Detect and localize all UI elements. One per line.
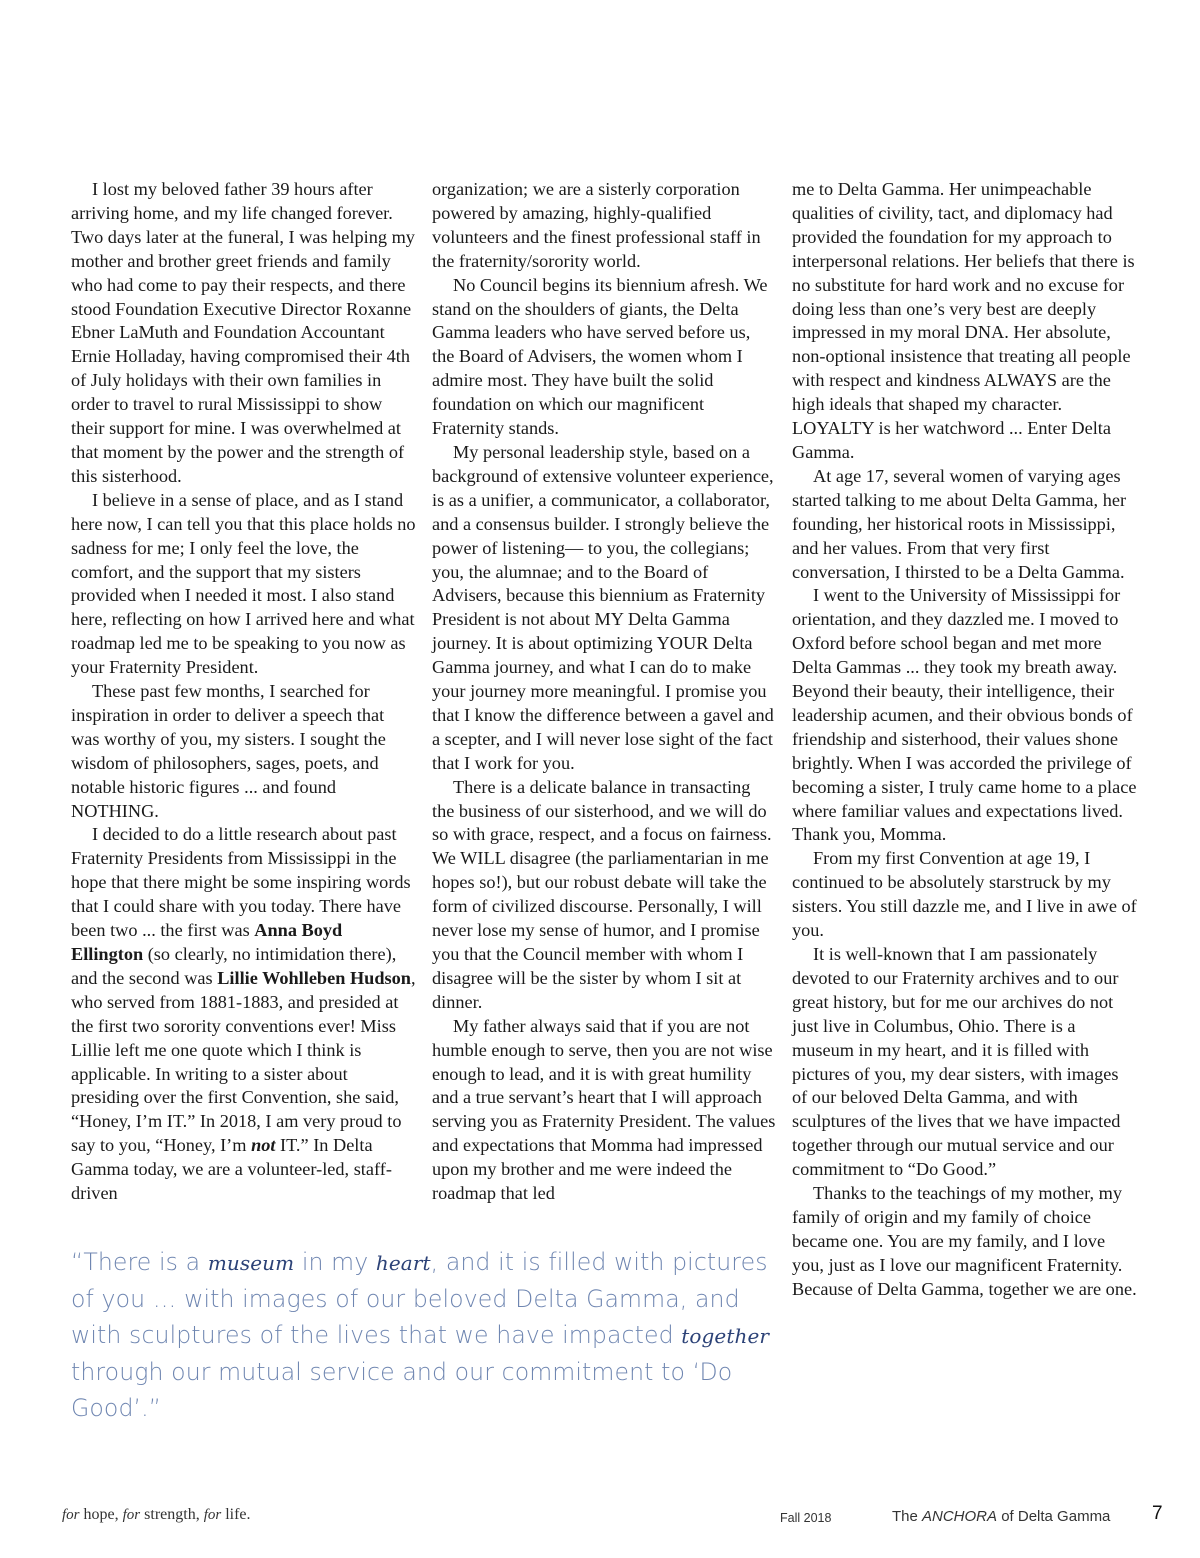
pull-quote-script-word: heart xyxy=(375,1251,431,1275)
name-anna-boyd-ellington: Anna Boyd Ellington xyxy=(71,920,343,964)
pull-quote-text: through our mutual service and our commitment to ‘Do Good’.” xyxy=(71,1358,733,1422)
tagline-for: for xyxy=(122,1507,141,1523)
paragraph-text: IT.” In Delta Gamma today, we are a volunteer-led, staff-driven xyxy=(71,1135,392,1204)
paragraph: organization; we are a sisterly corporation powered by amazing, highly-qualified volunteers and the finest professional staff in the fraternity/sorority world. xyxy=(432,179,761,271)
paragraph xyxy=(71,823,416,1206)
footer-tagline xyxy=(62,1506,251,1524)
pull-quote-script-word: together xyxy=(681,1324,770,1348)
paragraph: From my first Convention at age 19, I continued to be absolutely starstruck by my sisters. You still dazzle me, and I live in awe of you. xyxy=(792,848,1137,941)
page-number: 7 xyxy=(1152,1503,1163,1524)
paragraph: My father always said that if you are not humble enough to serve, then you are not wise enough to lead, and it is with great humility and a true servant’s heart that I will approach serving you as Fraternity President. The values and expectations that Momma had impressed upon my brother and me were indeed the roadmap that led xyxy=(432,1015,776,1204)
article-column-2 xyxy=(432,178,777,1206)
pull-quote-text: “There is a xyxy=(71,1248,208,1276)
paragraph: me to Delta Gamma. Her unimpeachable qualities of civility, tact, and diplomacy had provided the foundation for my approach to interpersonal relations. Her beliefs that there is no substitute for hard work and no excuse for doing less than one’s very best are deeply impressed in my moral DNA. Her absolute, non-optional insistence that treating all people with respect and kindness ALWAYS are the high ideals that shaped my character. LOYALTY is her watchword ... Enter Delta Gamma. xyxy=(792,179,1135,462)
paragraph: My personal leadership style, based on a background of extensive volunteer experience, is as a unifier, a communicator, a collaborator, and a consensus builder. I strongly believe the power of listening— to you, the collegians; you, the alumnae; and to the Board of Advisers, because this biennium as Fraternity President is not about MY Delta Gamma journey. It is about optimizing YOUR Delta Gamma journey, and what I can do to make your journey more meaningful. I promise you that I know the difference between a gavel and a scepter, and I will never lose sight of the fact that I work for you. xyxy=(432,441,774,773)
paragraph-text: , who served from 1881-1883, and presided at the first two sorority conventions ever! Miss Lillie left me one quote which I think is applicable. In writing to a sister about presiding over the first Convention, she said, “Honey, I’m IT.” In 2018, I am very proud to say to you, “Honey, I’m xyxy=(71,967,416,1156)
magazine-title-name: ANCHORA xyxy=(922,1508,998,1525)
article-column-1 xyxy=(71,178,416,1206)
paragraph: There is a delicate balance in transacting the business of our sisterhood, and we will do so with grace, respect, and a focus on fairness. We WILL disagree (the parliamentarian in me hopes so!), but our robust debate will take the form of civilized discourse. Personally, I will never lose my sense of humor, and I promise you that the Council member with whom I disagree will be the sister by whom I sit at dinner. xyxy=(432,776,772,1012)
pull-quote-script-word: museum xyxy=(207,1251,295,1275)
paragraph: No Council begins its biennium afresh. We stand on the shoulders of giants, the Delta Gamma leaders who have served before us, the Board of Advisers, the women whom I admire most. They have built the solid foundation on which our magnificent Fraternity stands. xyxy=(432,274,768,439)
paragraph: It is well-known that I am passionately devoted to our Fraternity archives and to our great history, but for me our archives do not just live in Columbus, Ohio. There is a museum in my heart, and it is filled with pictures of you, my dear sisters, with images of our beloved Delta Gamma, and with sculptures of the lives that we have impacted together through our mutual service and our commitment to “Do Good.” xyxy=(792,944,1121,1180)
paragraph: Thanks to the teachings of my mother, my family of origin and my family of choice became one. You are my family, and I love you, just as I love our magnificent Fraternity. Because of Delta Gamma, together we are one. xyxy=(792,1183,1137,1299)
tagline-word: strength, xyxy=(140,1506,204,1523)
emphasis-not: not xyxy=(251,1135,276,1156)
paragraph: I lost my beloved father 39 hours after arriving home, and my life changed forever. Two days later at the funeral, I was helping my mother and brother greet friends and family who had come to pay their respects, and there stood Foundation Executive Director Roxanne Ebner LaMuth and Foundation Accountant Ernie Holladay, having compromised their 4th of July holidays with their own families in order to travel to rural Mississippi to show their support for mine. I was overwhelmed at that moment by the power and the strength of this sisterhood. xyxy=(71,179,415,486)
paragraph: At age 17, several women of varying ages started talking to me about Delta Gamma, her founding, her historical roots in Mississippi, and her values. From that very first conversation, I thirsted to be a Delta Gamma. xyxy=(792,465,1127,582)
pull-quote xyxy=(71,1244,771,1426)
pull-quote-text: in my xyxy=(294,1248,376,1276)
paragraph-text: (so clearly, no intimidation there), and the second was xyxy=(71,944,397,988)
paragraph: These past few months, I searched for inspiration in order to deliver a speech that was worthy of you, my sisters. I sought the wisdom of philosophers, sages, poets, and notable historic figures ... and found NOTHING. xyxy=(71,681,386,821)
tagline-word: hope, xyxy=(79,1506,123,1523)
tagline-for: for xyxy=(203,1507,222,1523)
paragraph: I went to the University of Mississippi for orientation, and they dazzled me. I moved to Oxford before school began and met more Delta Gammas ... they took my breath away. Beyond their beauty, their intelligence, their leadership acumen, and their obvious bonds of friendship and sisterhood, their values shone brightly. When I was accorded the privilege of becoming a sister, I truly came home to a place where familiar values and expectations lived. Thank you, Momma. xyxy=(792,585,1137,845)
issue-date: Fall 2018 xyxy=(780,1511,832,1525)
paragraph-text: I decided to do a little research about past Fraternity Presidents from Mississippi in the hope that there might be some inspiring words that I could share with you today. There have been two ... the first was xyxy=(71,824,411,941)
article-column-3 xyxy=(792,178,1137,1302)
magazine-title-prefix: The xyxy=(892,1508,923,1525)
tagline-word: life. xyxy=(221,1506,251,1523)
magazine-title xyxy=(892,1508,1110,1525)
pull-quote-text: , and it is filled with pictures of you … with images of our beloved Delta Gamma, and with sculptures of the lives that we have impacted xyxy=(71,1248,768,1349)
tagline-for: for xyxy=(62,1507,80,1523)
magazine-title-suffix: of Delta Gamma xyxy=(997,1508,1111,1525)
name-lillie-wohlleben-hudson: Lillie Wohlleben Hudson xyxy=(217,967,411,988)
paragraph: I believe in a sense of place, and as I stand here now, I can tell you that this place holds no sadness for me; I only feel the love, the comfort, and the support that my sisters provided when I needed it most. I also stand here, reflecting on how I arrived here and what roadmap led me to be speaking to you now as your Fraternity President. xyxy=(71,489,416,678)
